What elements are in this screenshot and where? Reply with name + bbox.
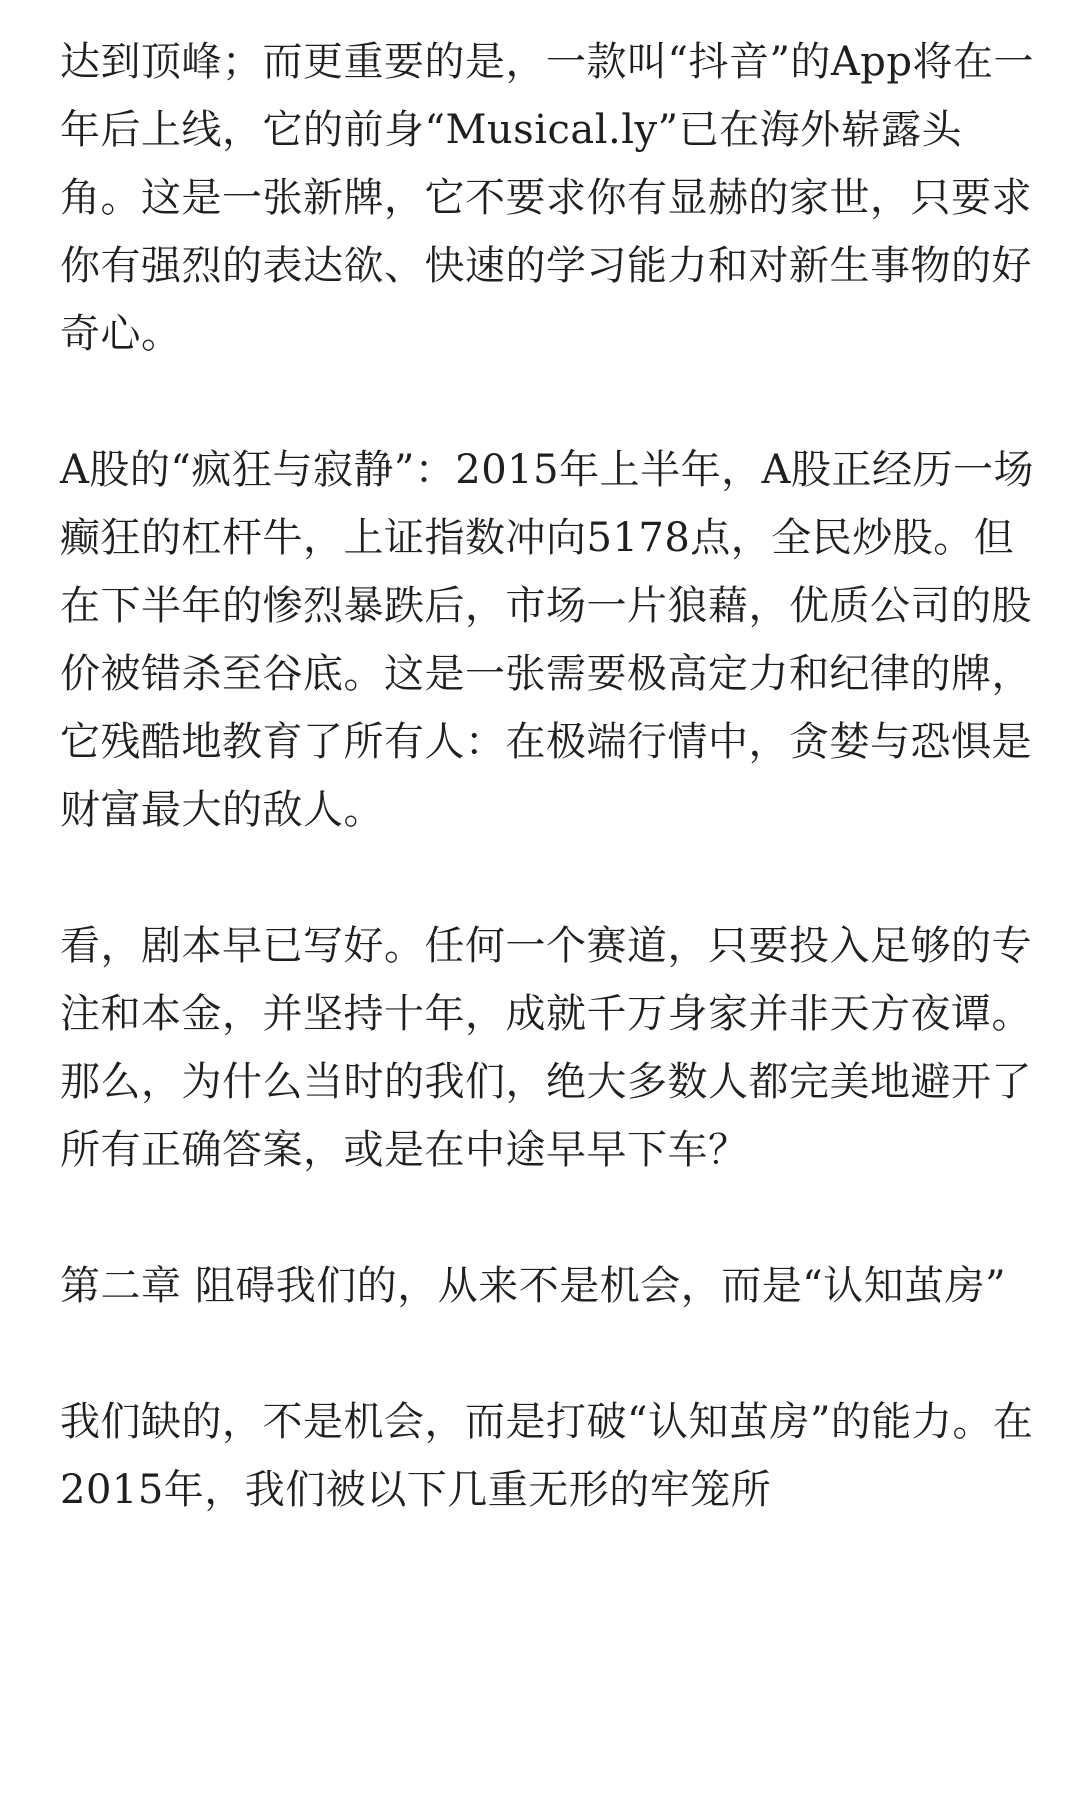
paragraph-douyin: 达到顶峰；而更重要的是，一款叫“抖音”的App将在一年后上线，它的前身“Musical.ly”已在海外崭露头角。这是一张新牌，它不要求你有显赫的家世，只要求你有强烈的表达欲、快速的学习能力和对新生事物的好奇心。: [60, 39, 1034, 357]
paragraph-cognitive-cocoon: 我们缺的，不是机会，而是打破“认知茧房”的能力。在2015年，我们被以下几重无形的牢笼所: [60, 1399, 1034, 1513]
paragraph-script-written: 看，剧本早已写好。任何一个赛道，只要投入足够的专注和本金，并坚持十年，成就千万身家并非天方夜谭。那么，为什么当时的我们，绝大多数人都完美地避开了所有正确答案，或是在中途早早下车？: [60, 923, 1032, 1173]
paragraph-a-share: A股的“疯狂与寂静”：2015年上半年，A股正经历一场癫狂的杠杆牛，上证指数冲向5178点，全民炒股。但在下半年的惨烈暴跌后，市场一片狼藉，优质公司的股价被错杀至谷底。这是一张需要极高定力和纪律的牌，它残酷地教育了所有人：在极端行情中，贪婪与恐惧是财富最大的敌人。: [60, 447, 1034, 833]
article-body: [60, 28, 1035, 1524]
chapter-heading: 第二章 阻碍我们的，从来不是机会，而是“认知茧房”: [60, 1263, 1007, 1309]
